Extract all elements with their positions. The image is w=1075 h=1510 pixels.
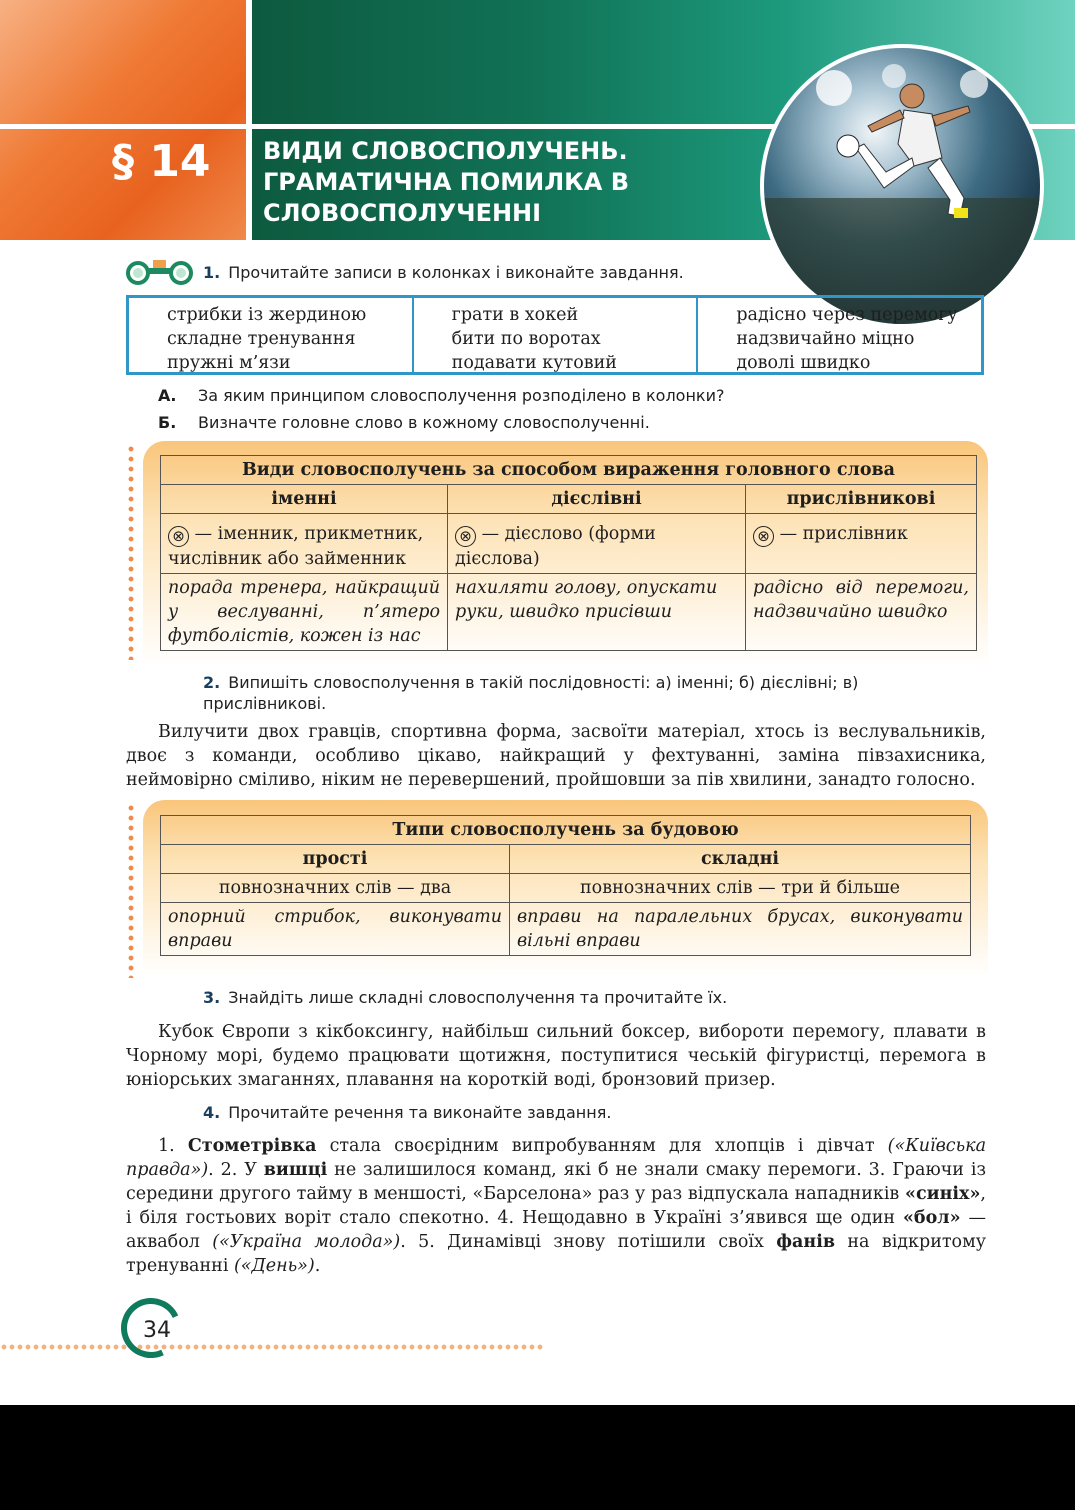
table1-example-adverbial: радісно від перемоги, надзвичайно швидко bbox=[746, 574, 977, 651]
footer-dots bbox=[0, 1344, 545, 1350]
footballer-icon bbox=[764, 48, 1040, 324]
column-adverbial: радісно через перемогу надзвичайно міцно доволі швидко bbox=[736, 305, 958, 373]
table2-title: Типи словосполучень за будовою bbox=[161, 816, 971, 845]
column-verbal: грати в хокей бити по воротах подавати кутовий bbox=[414, 298, 699, 372]
question-b: Б. Визначте головне слово в кожному словосполученні. bbox=[158, 413, 650, 432]
table2-example-complex: вправи на паралельних брусах, виконувати вільні вправи bbox=[510, 903, 971, 956]
exercise-4-instruction: 4. Прочитайте речення та виконайте завдання. bbox=[203, 1103, 612, 1122]
table1-example-verbal: нахиляти голову, опускати руки, швидко присівши bbox=[448, 574, 746, 651]
binoculars-icon bbox=[126, 256, 194, 286]
types-by-head-word-table bbox=[160, 455, 977, 651]
table1-header-nominal: іменні bbox=[161, 485, 448, 514]
table2-def-simple: повнозначних слів — два bbox=[161, 874, 510, 903]
table1-def-verbal: ⊗ — дієслово (форми дієслова) bbox=[448, 514, 746, 574]
football-player-photo bbox=[760, 44, 1044, 328]
table1-title: Види словосполучень за способом вираження головного слова bbox=[161, 456, 977, 485]
header-orange-panel bbox=[0, 0, 248, 240]
table2-header-complex: складні bbox=[510, 845, 971, 874]
chapter-header bbox=[0, 0, 1075, 240]
table1-header-adverbial: прислівникові bbox=[746, 485, 977, 514]
types-by-structure-table bbox=[160, 815, 971, 956]
exercise-1-instruction: 1. Прочитайте записи в колонках і виконайте завдання. bbox=[203, 263, 684, 282]
exercise-3-text: Кубок Європи з кікбоксингу, найбільш сильний боксер, вибороти перемогу, плавати в Чорному морі, будемо працювати щотижня, поступитися чеській фігуристці, перемога в юніорських змаганнях, плавання на короткій воді, бронзовий призер. bbox=[126, 1022, 986, 1090]
table2-example-simple: опорний стрибок, виконувати вправи bbox=[161, 903, 510, 956]
section-number: § 14 bbox=[112, 136, 211, 187]
exercise-2-instruction: 2. Випишіть словосполучення в такій послідовності: а) іменні; б) дієслівні; в) прислівникові. bbox=[203, 673, 859, 713]
table2-header-simple: прості bbox=[161, 845, 510, 874]
page-number: 34 bbox=[143, 1318, 171, 1343]
exercise-4-text: 1. Стометрівка стала своєрідним випробуванням для хлопців і дівчат («Київська правда»). 2. У вишці не залишилося команд, які б не знали смаку перемоги. 3. Граючи із середини другого тайму в меншості, «Барселона» раз у раз відпускала нападників «синіх», і біля гостьових воріт стало спекотно. 4. Нещодавно в Україні з’явився ще один «бол» — аквабол («Україна молода»). 5. Динамівці знову потішили своїх фанів на відкритому тренуванні («День»). bbox=[126, 1136, 986, 1276]
table1-def-nominal: ⊗ — іменник, прикметник, числівник або займенник bbox=[161, 514, 448, 574]
table1-example-nominal: порада тренера, найкращий у веслуванні, п’ятеро футболістів, кожен із нас bbox=[161, 574, 448, 651]
exercise-3-instruction: 3. Знайдіть лише складні словосполучення та прочитайте їх. bbox=[203, 988, 728, 1007]
word-columns-box bbox=[126, 295, 984, 375]
head-word-symbol-icon: ⊗ bbox=[168, 526, 189, 547]
table1-header-verbal: дієслівні bbox=[448, 485, 746, 514]
head-word-symbol-icon: ⊗ bbox=[455, 526, 476, 547]
head-word-symbol-icon: ⊗ bbox=[753, 526, 774, 547]
column-nominal: стрибки із жердиною складне тренування пружні м’язи bbox=[129, 298, 414, 372]
question-a: А. За яким принципом словосполучення розподілено в колонки? bbox=[158, 386, 725, 405]
table1-def-adverbial: ⊗ — прислівник bbox=[746, 514, 977, 574]
exercise-2-text: Вилучити двох гравців, спортивна форма, засвоїти матеріал, хтось із веслувальників, двоє з команди, особливо цікаво, найкращий у фехтуванні, заміна півзахисника, неймовірно сміливо, ніким не перевершений, пройшовши за пів хвилини, занадто голосно. bbox=[126, 722, 986, 790]
chapter-title: ВИДИ СЛОВОСПОЛУЧЕНЬ. ГРАМАТИЧНА ПОМИЛКА В СЛОВОСПОЛУЧЕННІ bbox=[263, 137, 630, 227]
table2-def-complex: повнозначних слів — три й більше bbox=[510, 874, 971, 903]
